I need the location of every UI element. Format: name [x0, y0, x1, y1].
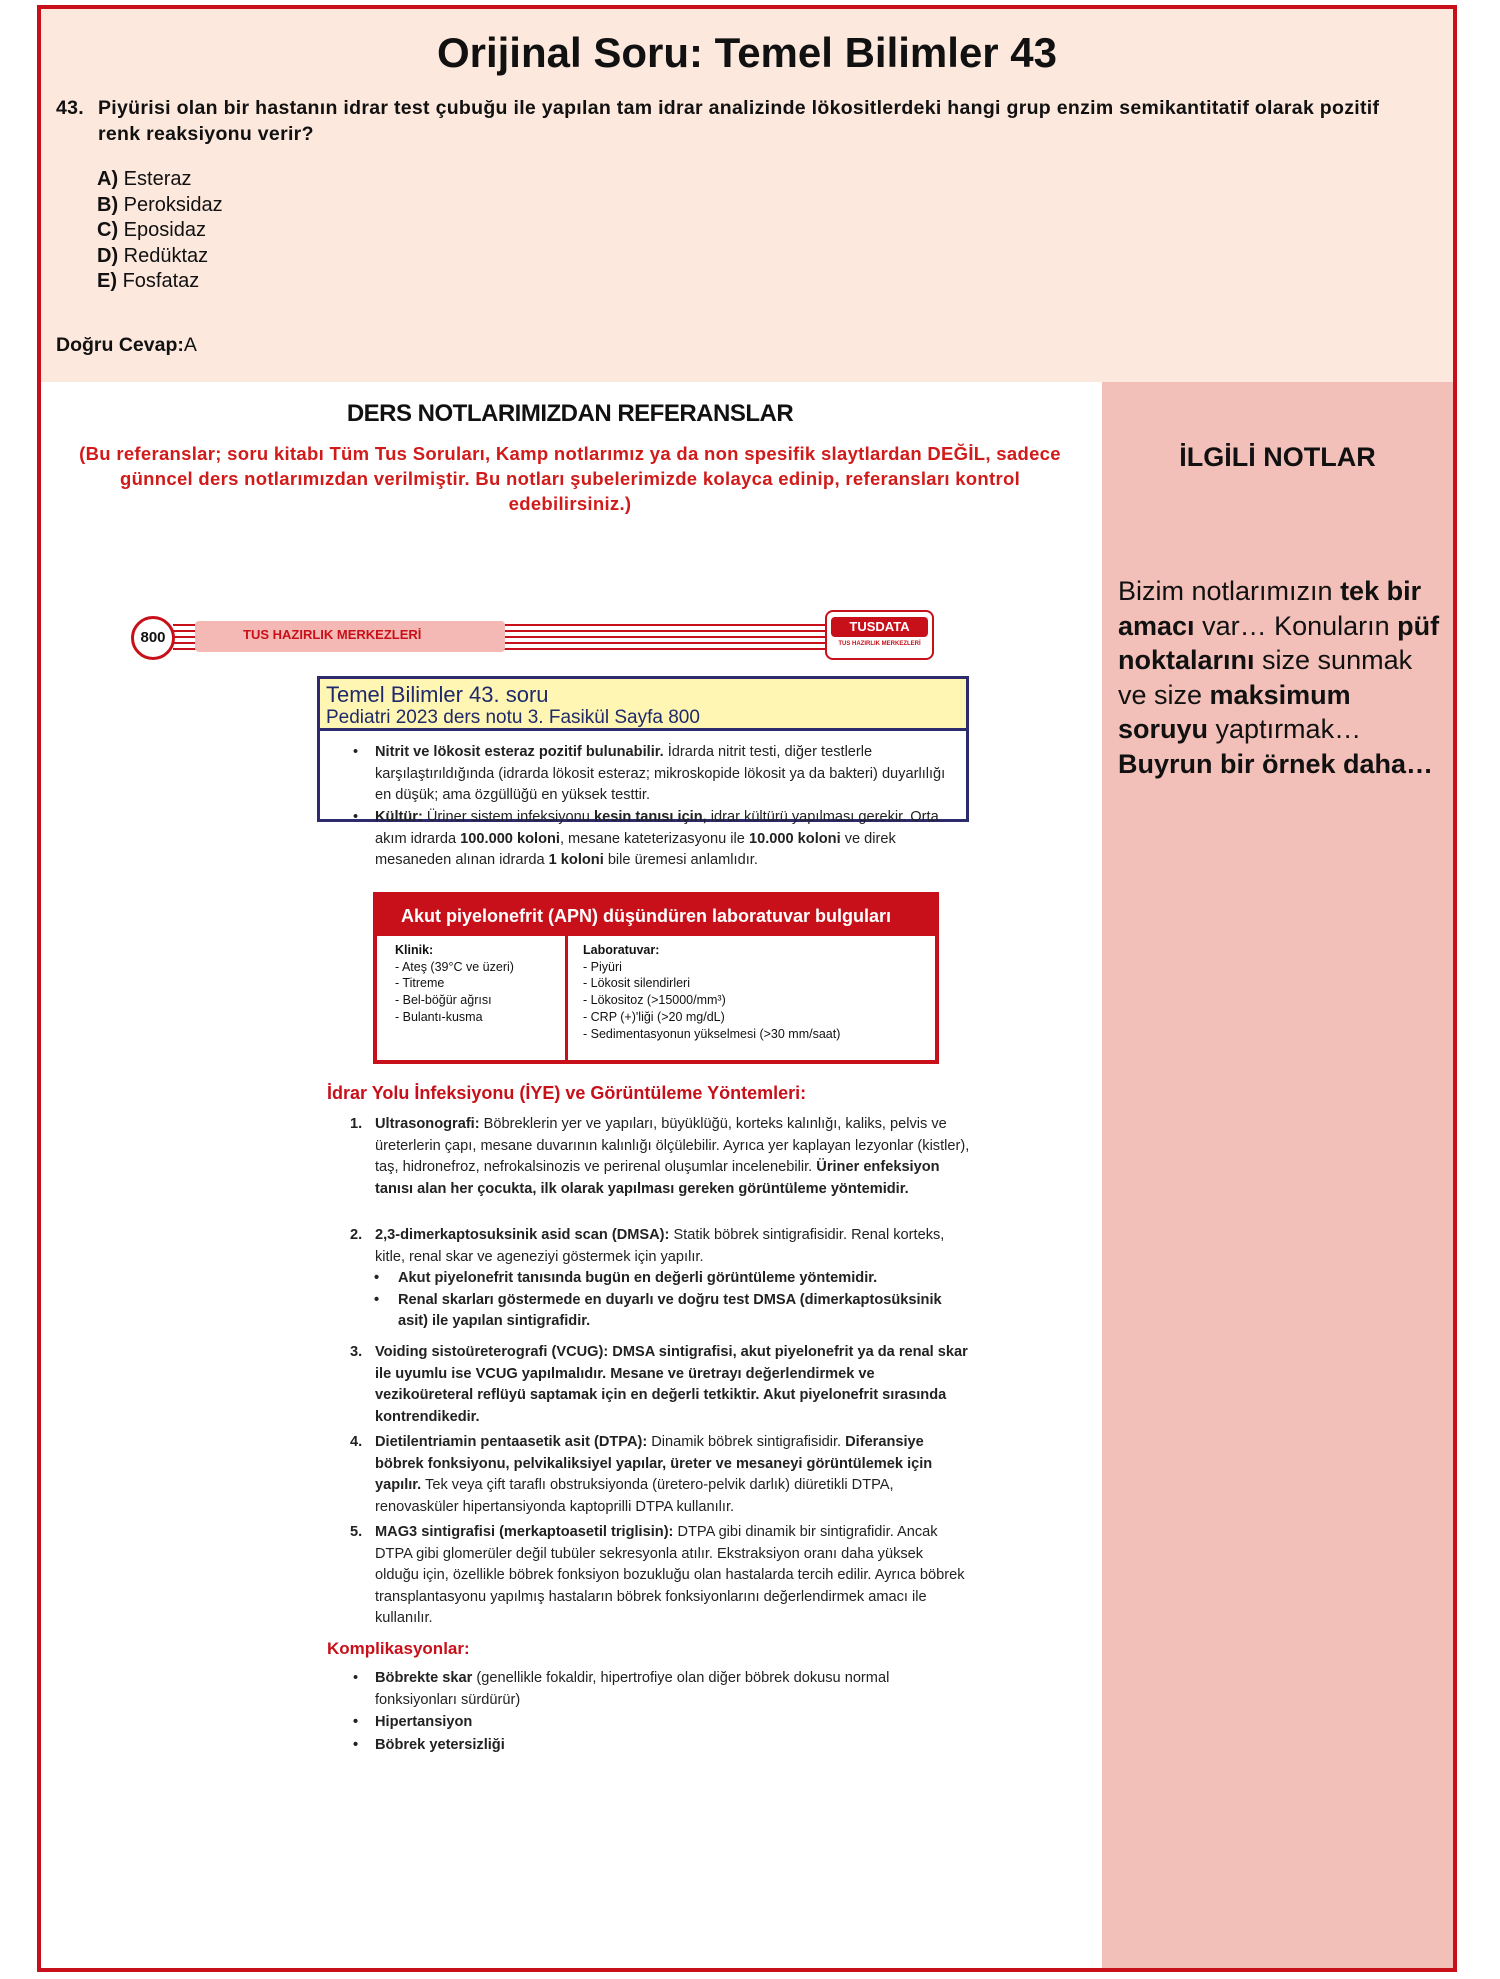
tusdata-logo: TUSDATA TUS HAZIRLIK MERKEZLERİ [825, 610, 934, 660]
section-heading-complications: Komplikasyonlar: [327, 1639, 470, 1658]
correct-answer: Doğru Cevap:A [56, 334, 197, 356]
question-number: 43. [56, 97, 85, 119]
apn-lab-column: Laboratuvar: - Piyüri - Lökosit silendirleri - Lökositoz (>15000/mm³) - CRP (+)'liği (>20 mg/dL) - Sedimentasyonun yükselmesi (>30 mm/saat) [583, 943, 841, 1041]
related-notes-text: Bizim notlarımızın tek bir amacı var… Konuların püf noktalarını size sunmak ve size maksimum soruyu yaptırmak…Buyrun bir örnek daha… [1118, 576, 1440, 779]
apn-table-title: Akut piyelonefrit (APN) düşündüren laboratuvar bulguları [377, 896, 935, 936]
option-a: A) Esteraz [97, 168, 192, 190]
list-item-dmsa: 2. 2,3-dimerkaptosuksinik asid scan (DMSA): Statik böbrek sintigrafisidir. Renal korteks, kitle, renal skar ve ageneziyi göstermek için yapılır. • Akut piyelonefrit tanısında bugün en değerli görüntüleme yöntemidir. • Renal skarları göstermede en duyarlı ve doğru test DMSA (dimerkaptosüksinik asit) ile yapılan sintigrafidir. [350, 1227, 945, 1329]
option-e: E) Fosfataz [97, 270, 200, 293]
option-c: C) Eposidaz [97, 219, 206, 242]
page-title: Orijinal Soru: Temel Bilimler 43 [436, 29, 1058, 76]
complication-hypertension: • Hipertansiyon [353, 1714, 473, 1730]
option-d: D) Redüktaz [97, 244, 209, 267]
list-item-mag3: 5. MAG3 sintigrafisi (merkaptoasetil triglisin): DTPA gibi dinamik bir sintigrafidir. Ancak DTPA gibi glomerüler değil tubüler sekresyonla atılır. Ekstraksiyon oranı daha yüksek olduğu için, özellikle böbrek fonksiyon bozukluğu olan hastalarda tercih edilir. Ayrıca böbrek transplantasyonu yapılmış hastaların böbrek fonksiyonlarını değerlendirmek amacı ile kullanılır. [350, 1524, 965, 1626]
section-heading-imaging: İdrar Yolu İnfeksiyonu (İYE) ve Görüntüleme Yöntemleri: [327, 1083, 807, 1103]
option-b: B) Peroksidaz [97, 193, 223, 216]
bullet-nitrit: • Nitrit ve lökosit esteraz pozitif bulunabilir. İdrarda nitrit testi, diğer testlerle karşılaştırıldığında (idrarda lökosit esteraz; mikroskopide lökosit ya da bakteri) duyarlılığı en düşük; ama özgüllüğü en yüksek testtir. [353, 744, 946, 803]
list-item-usg: 1. Ultrasonografi: Böbreklerin yer ve yapıları, büyüklüğü, korteks kalınlığı, kaliks, pelvis ve üreterlerin çapı, mesane duvarının kalınlığı ölçülebilir. Ayrıca yer kaplayan lezyonlar (kistler), taş, hidronefroz, nefrokalsinozis ve perirenal oluşumlar incelenebilir. Üriner enfeksiyon tanısı alan her çocukta, ilk olarak yapılması gereken görüntüleme yöntemidir. [350, 1116, 970, 1197]
references-heading: DERS NOTLARIMIZDAN REFERANSLAR [346, 400, 794, 427]
question-stem: Piyürisi olan bir hastanın idrar test çubuğu ile yapılan tam idrar analizinde lökositlerdeki hangi grup enzim semikantitatif olarak pozitif renk reaksiyonu verir? [98, 97, 1380, 145]
bullet-kultur: • Kültür: Üriner sistem infeksiyonu kesin tanısı için, idrar kültürü yapılması gerekir. Orta akım idrarda 100.000 koloni, mesane kateterizasyonu ile 10.000 koloni ve direk mesaneden alınan idrarda 1 koloni bile üremesi anlamlıdır. [353, 809, 939, 868]
list-item-dtpa: 4. Dietilentriamin pentaasetik asit (DTPA): Dinamik böbrek sintigrafisidir. Diferansiye böbrek fonksiyonu, pelvikaliksiyel yapılar, üreter ve mesaneyi görüntülemek için yapılır. Tek veya çift taraflı obstruksiyonda (üretero-pelvik darlık) diüretikli DTPA, renovasküler hipertansiyonda kaptoprilli DTPA kullanılır. [350, 1434, 933, 1515]
page-number-badge: 800 [131, 616, 175, 660]
complication-renal-failure: • Böbrek yetersizliği [353, 1737, 505, 1753]
callout-title: Temel Bilimler 43. soru [326, 682, 549, 707]
callout-subtitle: Pediatri 2023 ders notu 3. Fasikül Sayfa 800 [326, 707, 700, 728]
header-text: TUS HAZIRLIK MERKEZLERİ [243, 627, 422, 642]
related-notes-heading: İLGİLİ NOTLAR [1179, 442, 1376, 472]
apn-clinical-column: Klinik: - Ateş (39°C ve üzeri) - Titreme - Bel-böğür ağrısı - Bulantı-kusma [395, 943, 514, 1024]
references-disclaimer: (Bu referanslar; soru kitabı Tüm Tus Soruları, Kamp notlarımız ya da non spesifik slaytlardan DEĞİL, sadece günncel ders notlarımızdan verilmiştir. Bu notları şubelerimizde kolayca edinip, referansları kontrol edebilirsiniz.) [79, 443, 1061, 514]
list-item-vcug: 3. Voiding sistoüreterografi (VCUG): DMSA sintigrafisi, akut piyelonefrit ya da renal skar ile uyumlu ise VCUG yapılmalıdır. Mesane ve üretrayı değerlendirmek ve vezikoüreteral reflüyü saptamak için en değerli tetkiktir. Akut piyelonefrit sırasında kontrendikedir. [350, 1344, 968, 1425]
complication-scar: • Böbrekte skar (genellikle fokaldir, hipertrofiye olan diğer böbrek dokusu normal fonksiyonları sürdürür) [353, 1670, 890, 1708]
page-border [37, 5, 1457, 1972]
